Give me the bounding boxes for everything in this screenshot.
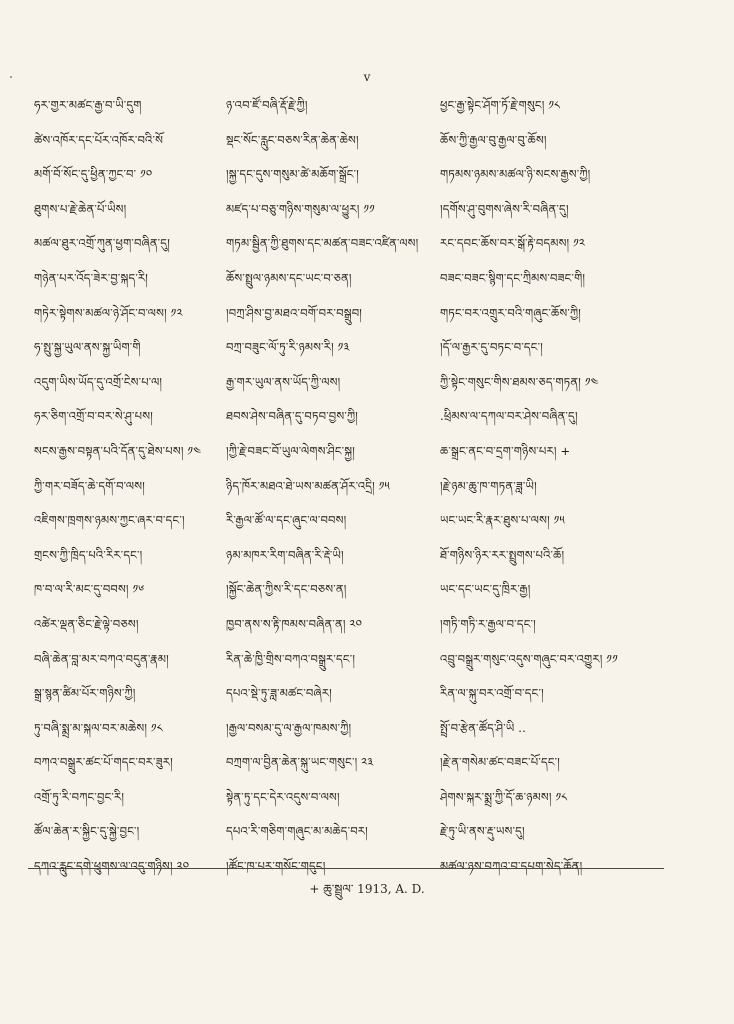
footer-rule — [28, 868, 664, 869]
verse-line: གཏམས་ཉམས་མཚལ་ཉི་སངས་རྒྱས་ཀྱི། — [440, 167, 591, 182]
verse-line: །ཚོང་ཁ་པར་གསོང་གདུང། — [226, 859, 326, 874]
verse-line: ཉ་འབ་ཛོ་བཞི་རྡོ་རྗེ་ཀྱི། — [226, 98, 308, 112]
verse-line: མཛད་པ་བཅུ་གཉིས་གསུམ་ལ་ཕྱུར། ༡༡ — [226, 201, 375, 216]
verse-line: །སྐྱ་དང་དུས་གསུམ་ཚེ་མཆོག་སྒྲོང་། — [226, 167, 359, 182]
verse-line: །བཀྲ་ཤིས་བྱ་མཐའ་བགོ་བར་བསྒྲུབ། — [226, 305, 363, 320]
verse-line: རིན་ཆེ་ཁྱི་གྲིས་བཀའ་བསྒྲུར་དང་། — [226, 651, 356, 666]
verse-line: ཡང་དང་ཡང་དུ་ཁྲིར་རྒྱ། — [440, 582, 531, 597]
verse-line: སྒྲ་སྙན་ཚིམ་པོར་གཉིས་ཀྱི། — [34, 686, 136, 701]
footer-date-note: + ཆུ་སྦྲུལ་ 1913, A. D. — [309, 882, 425, 896]
verse-line: འགྲོ་ཏུ་རི་བཀང་བྱང་རི། — [34, 789, 125, 804]
verse-line: ཤེགས་སྐར་སྨྲ་ཀྱི་དོ་ཆ་ཉམས། ༡༨ — [440, 789, 568, 804]
verse-line: ཧ་སྤུ་སྐྱ་ཡུལ་ནས་སྐྱ་ཡིག་གི — [34, 340, 141, 355]
verse-line: འབྲུ་བསྒྲུར་གསུང་འདུས་གཞུང་བར་འགྱུར། ༡༡ — [440, 651, 618, 666]
verse-line: ཆ་སྒྲང་ནང་བ་དྲག་གཉིས་པར། + — [440, 443, 571, 458]
verse-line: མཚལ་ཉས་བཀའ་བ་དཔག་སེད་ཆོན། — [440, 859, 583, 874]
verse-column-right — [440, 88, 660, 884]
verse-line: ཕྱང་རྒྱ་སྟེང་ཤོག་ཏོ་རྗེ་གསུང། ༡༨ — [440, 98, 561, 112]
verse-line: བཞི་ཆེན་བླ་མར་བཀའ་བདུན་རྣམ། — [34, 651, 169, 666]
verse-line: འདུག་ཡིས་ཡོད་དུ་འགྲོ་ངེས་པ་ལ། — [34, 374, 163, 389]
verse-line: ཚེས་འཁོར་དང་པོར་འཁོར་བའི་སོ — [34, 132, 164, 147]
verse-line: ཚོལ་ཆེན་ར་སྐྱིང་དུ་སྐྱེ་བྱང་། — [34, 824, 140, 839]
verse-line: མཚལ་ཐུར་འགྲོ་ཀུན་ཕྱག་བཞིན་དུ། — [34, 236, 171, 251]
verse-line: སྡང་སོང་རླུང་བཅས་རིན་ཆེན་ཆེས། — [226, 132, 359, 147]
verse-line: ཧར་གྱར་མཚང་རྒྱ་བ་ཡི་དུག — [34, 98, 142, 112]
verse-line: ཀྱི་སྟེང་གསུང་གིས་ཐམས་ཅད་གཏན། ༡༤ — [440, 374, 599, 389]
verse-line: །རྗེ་ན་གསེམ་ཚང་བཟང་པོ་དང་། — [440, 755, 561, 770]
verse-line: གྲངས་ཀྱི་ཁྲིད་པའི་རིར་དང་། — [34, 547, 143, 562]
verse-line: ཉམ་མཁར་རིག་བཞིན་རི་རྡེ་ཡི། — [226, 547, 344, 562]
page-number: v — [363, 70, 371, 84]
verse-line: ཡང་ཡང་རི་རྣར་ཐུས་པ་ལས། ༡༥ — [440, 513, 565, 528]
verse-line: །ཀྱི་རྗེ་བཟང་བོ་ཡུལ་ལེགས་ཤིང་སྐྱ། — [226, 443, 355, 458]
verse-line: །དགོས་ཤུ་བུགས་ཞེས་རི་བཞིན་དུ། — [440, 201, 569, 216]
verse-line: ཁྱབ་ནས་ས་རྟི་ཁམས་བཞིན་ན། ༢༠ — [226, 616, 363, 631]
verse-line: རྒྱ་གར་ཡུལ་ནས་ཡོད་ཀྱི་ལས། — [226, 374, 341, 389]
verse-column-left — [34, 88, 224, 884]
verse-line: ཐོ་གཉིས་ཉིར་རར་སྤྲུགས་པའི་ཆོ། — [440, 547, 565, 562]
verse-line: .ཕྲིམས་ལ་དཀལ་བར་ཤེས་བཞིན་དུ། — [440, 409, 578, 424]
verse-line: ཆོས་ཀྱི་རྒྱལ་བུ་རྒྱལ་བུ་ཆོས། — [440, 132, 547, 147]
verse-line: རིན་ལ་སྐུ་བར་འགྲོ་བ་དང་། — [440, 686, 544, 701]
verse-line: དཀའ་རླུང་དགེ་ཕྲུགས་ལ་འདུ་གཉིས། ༢༠ — [34, 859, 190, 874]
verse-line: བཀྲག་ལ་བྱིན་ཆེན་སྐུ་ཡང་གསུང་། ༢༣ — [226, 755, 374, 770]
verse-line: །སྐྱོང་ཆེན་ཀྱིས་རི་དང་བཅས་ན། — [226, 582, 347, 597]
verse-line: འཇིགས་ཁྲགས་ཉམས་ཀྱང་ཞར་བ་དང་། — [34, 513, 185, 528]
verse-line: བཀའ་བསྒྲུར་ཚང་པོ་གདང་བར་ཟུར། — [34, 755, 173, 770]
verse-line: སྤྲོ་བ་རྩེན་ཚོད་ཤི་ཡི .. — [440, 720, 526, 735]
verse-line: བཟང་བཟང་སྙིག་དང་ཀྲིམས་བཟང་གི། — [440, 270, 586, 285]
verse-line: །གཏི་གཏི་ར་རྒྱལ་བ་དང་། — [440, 616, 536, 631]
verse-line: ཀྱི་གར་བཟོད་ཆེ་དགོ་བ་ལས། — [34, 478, 145, 493]
verse-line: ཁ་བ་ལ་རི་མང་དུ་བབས། ༡༦ — [34, 582, 145, 597]
verse-line: ཧར་ཅིག་འགྲོ་བ་བར་སེ་ཤུ་པས། — [34, 409, 153, 424]
verse-line: དཔའ་རི་གཅིག་གཞུང་མ་མཆེད་བར། — [226, 824, 368, 839]
verse-line: རང་དབང་ཆོས་བར་སྒོ་རྟེ་བདམས། ༡༢ — [440, 236, 586, 251]
verse-line: གཏེར་སྟེགས་མཚལ་ཉེ་ཤོང་བ་ལས། ༡༢ — [34, 305, 183, 320]
verse-line: གཏང་བར་འགྲུར་བའི་གཞུང་ཆོས་ཀྱི། — [440, 305, 582, 320]
verse-line: གཉེན་པར་འོད་ཟེར་བྱ་སྐད་རི། — [34, 270, 149, 285]
verse-line: སྟེན་ཏུ་དང་དེར་འདུས་བ་ལས། — [226, 789, 340, 804]
verse-line: ཐབས་ཤེས་བཞིན་དུ་བཏབ་བྱས་ཀྱི། — [226, 409, 359, 424]
verse-line: མགོ་བོ་སོང་དུ་ཕྱིན་ཀྱང་བ་ ༡༠ — [34, 167, 153, 182]
verse-line: རི་རྒྱལ་ཚོ་ལ་དང་ཞུང་ལ་བབས། — [226, 513, 347, 528]
verse-line: སངས་རྒྱས་བསྟན་པའི་དོན་དུ་ཐེས་པས། ༡༤ — [34, 443, 202, 458]
verse-line: བཀྲ་བཟུང་ལོ་ཏུ་རི་ཉམས་རི། ༡༣ — [226, 340, 350, 355]
verse-column-middle — [226, 88, 432, 884]
verse-line: །རྒྱལ་བསམ་དུ་ལ་རྒྱལ་ཁམས་ཀྱི། — [226, 720, 352, 735]
verse-line: ཆོས་སྤྲུལ་ཉམས་དང་ཡང་བ་ཅན། — [226, 270, 352, 285]
verse-line: དཔའ་སྡེ་ཏུ་ཟླ་མཚང་བཞེར། — [226, 686, 332, 701]
verse-line: རྗེ་ཏུ་ཡི་ནས་རྡུ་ཡས་དུ། — [440, 824, 525, 839]
verse-line: ཉིད་ཁོར་མཐའ་ཐེ་ཡས་མཚན་ཤོར་འདྲི། ༡༥ — [226, 478, 390, 493]
verse-line: གཏམ་སྦྱིན་ཀྱི་ཐུགས་དང་མཚན་བཟང་འཛིན་ལས། — [226, 236, 419, 251]
verse-line: ཏུ་བཞི་སྨྲ་མ་སྐལ་བར་མཆེས། ༡༨ — [34, 720, 163, 735]
verse-line: འཚེར་ལྡན་ཅིང་རྗེ་ལྟེ་བཅས། — [34, 616, 139, 631]
verse-line: །རྗེ་ཉམ་ཆུ་ཁ་གཏན་ཟླ་ཡི། — [440, 478, 537, 493]
verse-line: །དོ་ལ་རྒྱར་དུ་བཏང་བ་དང་། — [440, 340, 543, 355]
verse-line: ཐུགས་པ་རྗེ་ཆེན་པོ་ཡིས། — [34, 201, 127, 216]
